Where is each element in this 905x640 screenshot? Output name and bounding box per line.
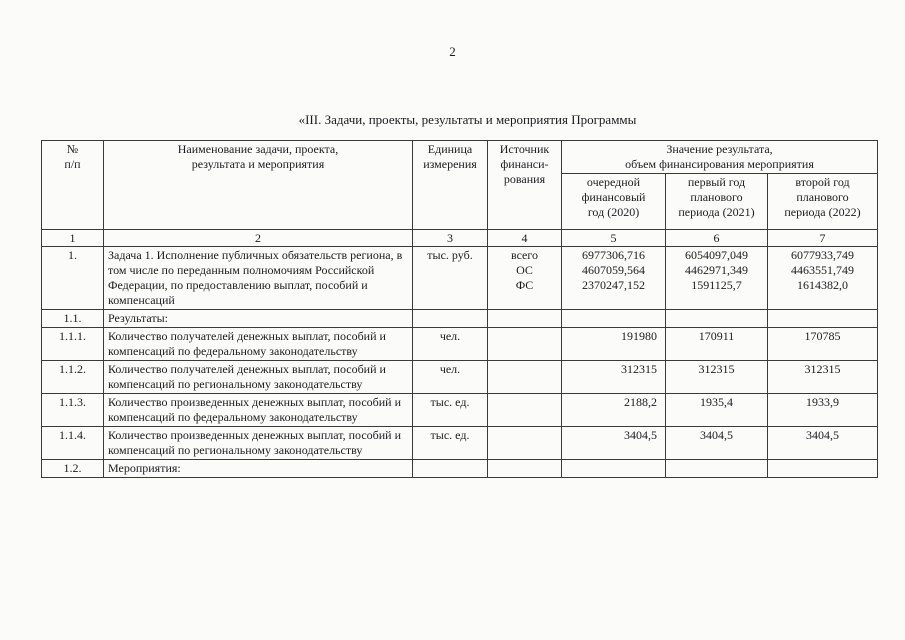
row-source	[488, 427, 562, 460]
row-value-2021: 170911	[666, 328, 768, 361]
row-value-2022: 3404,5	[768, 427, 878, 460]
value-line: 6977306,716	[582, 248, 645, 262]
table-row	[42, 460, 878, 478]
row-no: 1.	[42, 247, 104, 310]
source-line: ФС	[515, 278, 534, 292]
row-value-2021	[666, 310, 768, 328]
table-row	[42, 310, 878, 328]
row-source	[488, 310, 562, 328]
row-value-2022: 1933,9	[768, 394, 878, 427]
header-no: № п/п	[42, 141, 104, 230]
header-unit: Единица измерения	[413, 141, 488, 230]
row-source	[488, 394, 562, 427]
row-unit: тыс. ед.	[413, 427, 488, 460]
header-year-2022: второй год планового периода (2022)	[768, 174, 878, 230]
header-year-2020: очередной финансовый год (2020)	[562, 174, 666, 230]
row-name: Количество получателей денежных выплат, пособий и компенсаций по федеральному законодательству	[104, 328, 413, 361]
row-value-2021: 1935,4	[666, 394, 768, 427]
row-source	[488, 460, 562, 478]
value-line: 6054097,049	[685, 248, 748, 262]
table-row	[42, 427, 878, 460]
header-source: Источник финанси- рования	[488, 141, 562, 230]
row-no: 1.1.2.	[42, 361, 104, 394]
table-row	[42, 247, 878, 310]
header-row	[42, 141, 878, 174]
column-numbers-row	[42, 230, 878, 247]
page-number: 2	[449, 44, 456, 59]
row-unit	[413, 460, 488, 478]
row-value-2020: 191980	[562, 328, 666, 361]
row-name: Задача 1. Исполнение публичных обязательств региона, в том числе по переданным полномочиям Российской Федерации, по предоставлению выплат, пособий и компенсаций	[104, 247, 413, 310]
table-row	[42, 361, 878, 394]
row-name: Количество получателей денежных выплат, пособий и компенсаций по региональному законодательству	[104, 361, 413, 394]
value-line: 6077933,749	[791, 248, 854, 262]
row-name: Количество произведенных денежных выплат, пособий и компенсаций по федеральному законодательству	[104, 394, 413, 427]
column-number: 7	[768, 230, 878, 247]
row-value-2020: 312315	[562, 361, 666, 394]
row-unit: тыс. ед.	[413, 394, 488, 427]
table-row	[42, 394, 878, 427]
value-line: 1614382,0	[797, 278, 848, 292]
row-value-2021	[666, 460, 768, 478]
row-unit: чел.	[413, 328, 488, 361]
header-value-group: Значение результата, объем финансирования мероприятия	[562, 141, 878, 174]
row-value-2021: 3404,5	[666, 427, 768, 460]
column-number: 3	[413, 230, 488, 247]
value-line: 1591125,7	[691, 278, 742, 292]
source-line: ОС	[516, 263, 533, 277]
row-value-2020: 2188,2	[562, 394, 666, 427]
row-no: 1.1.3.	[42, 394, 104, 427]
row-no: 1.1.	[42, 310, 104, 328]
row-no: 1.1.4.	[42, 427, 104, 460]
header-name: Наименование задачи, проекта, результата и мероприятия	[104, 141, 413, 230]
value-line: 4607059,564	[582, 263, 645, 277]
column-number: 6	[666, 230, 768, 247]
section-title: «III. Задачи, проекты, результаты и мероприятия Программы	[298, 112, 637, 127]
source-line: всего	[510, 248, 539, 262]
value-line: 4462971,349	[685, 263, 748, 277]
column-number: 4	[488, 230, 562, 247]
row-unit	[413, 310, 488, 328]
column-number: 5	[562, 230, 666, 247]
row-name: Результаты:	[104, 310, 413, 328]
row-source	[488, 247, 562, 310]
header-year-2021: первый год планового периода (2021)	[666, 174, 768, 230]
row-value-2020	[562, 247, 666, 310]
program-table	[41, 140, 878, 478]
row-source	[488, 328, 562, 361]
row-value-2022	[768, 460, 878, 478]
row-source	[488, 361, 562, 394]
row-value-2021: 312315	[666, 361, 768, 394]
value-line: 2370247,152	[582, 278, 645, 292]
row-value-2022	[768, 247, 878, 310]
row-value-2020	[562, 460, 666, 478]
row-value-2021	[666, 247, 768, 310]
table-row	[42, 328, 878, 361]
row-value-2022: 312315	[768, 361, 878, 394]
row-value-2022	[768, 310, 878, 328]
row-name: Мероприятия:	[104, 460, 413, 478]
value-line: 4463551,749	[791, 263, 854, 277]
row-no: 1.1.1.	[42, 328, 104, 361]
row-unit: чел.	[413, 361, 488, 394]
row-unit: тыс. руб.	[413, 247, 488, 310]
row-name: Количество произведенных денежных выплат, пособий и компенсаций по региональному законодательству	[104, 427, 413, 460]
column-number: 1	[42, 230, 104, 247]
row-value-2020: 3404,5	[562, 427, 666, 460]
row-no: 1.2.	[42, 460, 104, 478]
column-number: 2	[104, 230, 413, 247]
row-value-2022: 170785	[768, 328, 878, 361]
row-value-2020	[562, 310, 666, 328]
